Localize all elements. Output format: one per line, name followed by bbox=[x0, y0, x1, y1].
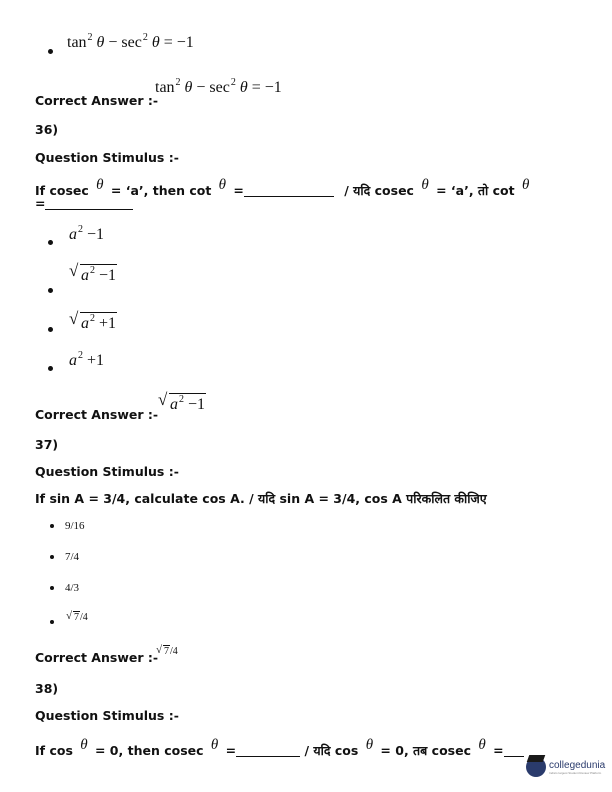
question-number: 37) bbox=[35, 437, 59, 452]
q37-correct-answer: √ 7/4 bbox=[156, 644, 178, 657]
option-bullet bbox=[50, 555, 54, 559]
option-bullet bbox=[48, 288, 53, 293]
answer-blank bbox=[244, 184, 334, 197]
collegedunia-logo bbox=[526, 757, 605, 777]
answer-blank bbox=[45, 197, 133, 210]
q36-option-a: $a^2 -1$ bbox=[69, 224, 105, 243]
correct-answer-label: Correct Answer :- bbox=[35, 407, 159, 422]
q37-option-a: 9/16 bbox=[65, 520, 85, 532]
q37-option-b: 7/4 bbox=[65, 551, 80, 563]
question-stimulus-label: Question Stimulus :- bbox=[35, 708, 179, 723]
logo-brand-text: collegedunia bbox=[549, 759, 606, 771]
option-bullet bbox=[48, 49, 53, 54]
question-number: 36) bbox=[35, 122, 59, 137]
option-bullet bbox=[48, 240, 53, 245]
q37-option-d: √ 7/4 bbox=[66, 610, 88, 623]
q36-option-c: √ $a^2 +1$ bbox=[69, 309, 117, 332]
question-stimulus-label: Question Stimulus :- bbox=[35, 150, 179, 165]
q36-option-d: $a^2 +1$ bbox=[69, 350, 105, 369]
q36-question-text: If cosec θ = ‘a’, then cot θ = / यदि cosec θ = ‘a’, तो cot θ bbox=[35, 177, 530, 198]
q37-option-c: 4/3 bbox=[65, 582, 80, 594]
question-number: 38) bbox=[35, 681, 59, 696]
q35-option-d: $\tan^2 \theta - \sec^2 \theta = -1$ bbox=[67, 32, 194, 51]
q36-question-text-cont: = bbox=[35, 196, 133, 211]
q36-correct-answer: √ $a^2 -1$ bbox=[158, 390, 206, 413]
option-bullet bbox=[50, 620, 54, 624]
option-bullet bbox=[50, 524, 54, 528]
q36-option-b: √ $a^2 -1$ bbox=[69, 261, 117, 284]
logo-tagline: India's largest Student Review Platform bbox=[549, 770, 602, 775]
q37-question-text: If sin A = 3/4, calculate cos A. / यदि sin A = 3/4, cos A परिकलित कीजिए bbox=[35, 491, 487, 506]
q38-question-text: If cos θ = 0, then cosec θ = / यदि cos θ = 0, तब cosec θ = bbox=[35, 742, 524, 760]
answer-blank bbox=[236, 744, 300, 757]
correct-answer-label: Correct Answer :- bbox=[35, 93, 159, 108]
q35-correct-answer: $\tan^2 \theta - \sec^2 \theta = -1$ bbox=[155, 77, 282, 96]
option-bullet bbox=[50, 586, 54, 590]
option-bullet bbox=[48, 366, 53, 371]
option-bullet bbox=[48, 327, 53, 332]
correct-answer-label: Correct Answer :- bbox=[35, 650, 159, 665]
answer-blank bbox=[504, 744, 524, 757]
question-stimulus-label: Question Stimulus :- bbox=[35, 464, 179, 479]
graduation-cap-icon bbox=[526, 757, 546, 777]
